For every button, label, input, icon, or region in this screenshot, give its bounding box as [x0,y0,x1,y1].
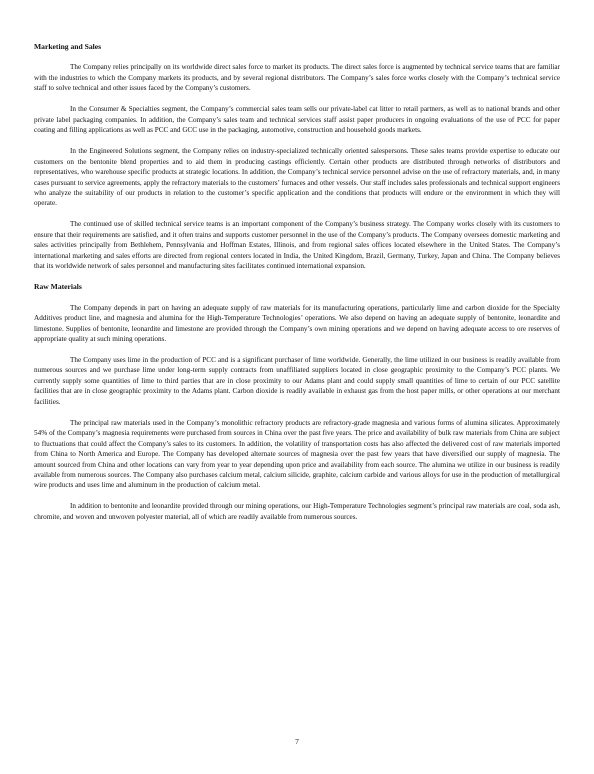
paragraph: The Company uses lime in the production of PCC and is a significant purchaser of lime worldwide. Generally, the lime utilized in our business is readily available from numerous sources and we purchase lime under long-term supply contracts from unaffiliated suppliers located in close geographic proximity to the Company’s PCC plants. We currently supply some quantities of lime to third parties that are in close proximity to our Adams plant and could supply small quantities of lime to certain of our PCC satellite facilities that are in close geographic proximity to the Adams plant. Carbon dioxide is readily available in exhaust gas from the host paper mills, or other operations at our merchant facilities. [34,355,560,406]
paragraph: In the Consumer & Specialties segment, the Company’s commercial sales team sells our private-label cat litter to retail partners, as well as to national brands and other private label packaging companies. In addition, the Company’s sales team and technical services staff assist paper producers in ongoing evaluations of the use of PCC for paper coating and filling applications as well as PCC and GCC use in the packaging, automotive, construction and household goods markets. [34,105,560,135]
section-heading: Marketing and Sales [34,42,102,51]
section-heading: Raw Materials [34,282,82,292]
section-marketing-and-sales [34,42,560,272]
page-number: 7 [295,737,299,746]
paragraph: The continued use of skilled technical service teams is an important component of the Company’s business strategy. The Company works closely with its customers to ensure that their requirements are satisfied, and it often trains and supports customer personnel in the use of the Company’s products. The Company oversees domestic marketing and sales activities principally from Bethlehem, Pennsylvania and Hoffman Estates, Illinois, and from regional sales offices located elsewhere in the United States. The Company’s international marketing and sales efforts are directed from regional centers located in India, the United Kingdom, Brazil, Germany, Turkey, Japan and China. The Company believes that its worldwide network of sales personnel and manufacturing sites facilitates continued international expansion. [34,220,560,271]
paragraph: The principal raw materials used in the Company’s monolithic refractory products are refractory-grade magnesia and various forms of alumina silicates. Approximately 54% of the Company’s magnesia requirements were purchased from sources in China over the past five years. The price and availability of bulk raw materials from China are subject to fluctuations that could affect the Company’s sales to its customers. In addition, the volatility of transportation costs has also affected the delivered cost of raw materials imported from China to North America and Europe. The Company has developed alternate sources of magnesia over the past few years that have diversified our supply of magnesia. The amount sourced from China and other locations can vary from year to year depending upon price and availability from each source. The alumina we utilize in our business is readily available from numerous sources. The Company also purchases calcium metal, calcium silicide, graphite, calcium carbide and various alloys for use in the production of metallurgical wire products and uses lime and aluminum in the production of calcium metal. [34,418,560,490]
section-raw-materials [34,282,560,522]
paragraph: The Company depends in part on having an adequate supply of raw materials for its manufacturing operations, particularly lime and carbon dioxide for the Specialty Additives product line, and magnesia and alumina for the High-Temperature Technologies’ operations. We also depend on having an adequate supply of bentonite, leonardite and limestone. Supplies of bentonite, leonardite and limestone are provided through the Company’s own mining operations and we depend on having adequate access to ore reserves of appropriate quality at such mining operations. [34,303,560,343]
paragraph: The Company relies principally on its worldwide direct sales force to market its products. The direct sales force is augmented by technical service teams that are familiar with the industries to which the Company markets its products, and by several regional distributors. The Company’s sales force works closely with the Company’s technical service staff to solve technical and other issues faced by the Company’s customers. [34,63,560,93]
document-page [34,42,560,533]
paragraph: In addition to bentonite and leonardite provided through our mining operations, our High-Temperature Technologies segment’s principal raw materials are coal, soda ash, chromite, and woven and unwoven polyester material, all of which are readily available from numerous sources. [34,502,560,521]
paragraph: In the Engineered Solutions segment, the Company relies on industry-specialized technically oriented salespersons. These sales teams provide expertise to educate our customers on the bentonite blend properties and to aid them in producing castings efficiently. Certain other products are distributed through networks of distributors and representatives, who warehouse specific products at strategic locations. In addition, the Company’s technical service personnel advise on the use of refractory materials, and, in many cases pursuant to service agreements, apply the refractory materials to the customers’ furnaces and other vessels. Our staff includes sales professionals and technical support engineers who analyze the suitability of our products in relation to the customer’s specific application and the conditions that products will endure or the environment in which they will operate. [34,147,560,208]
